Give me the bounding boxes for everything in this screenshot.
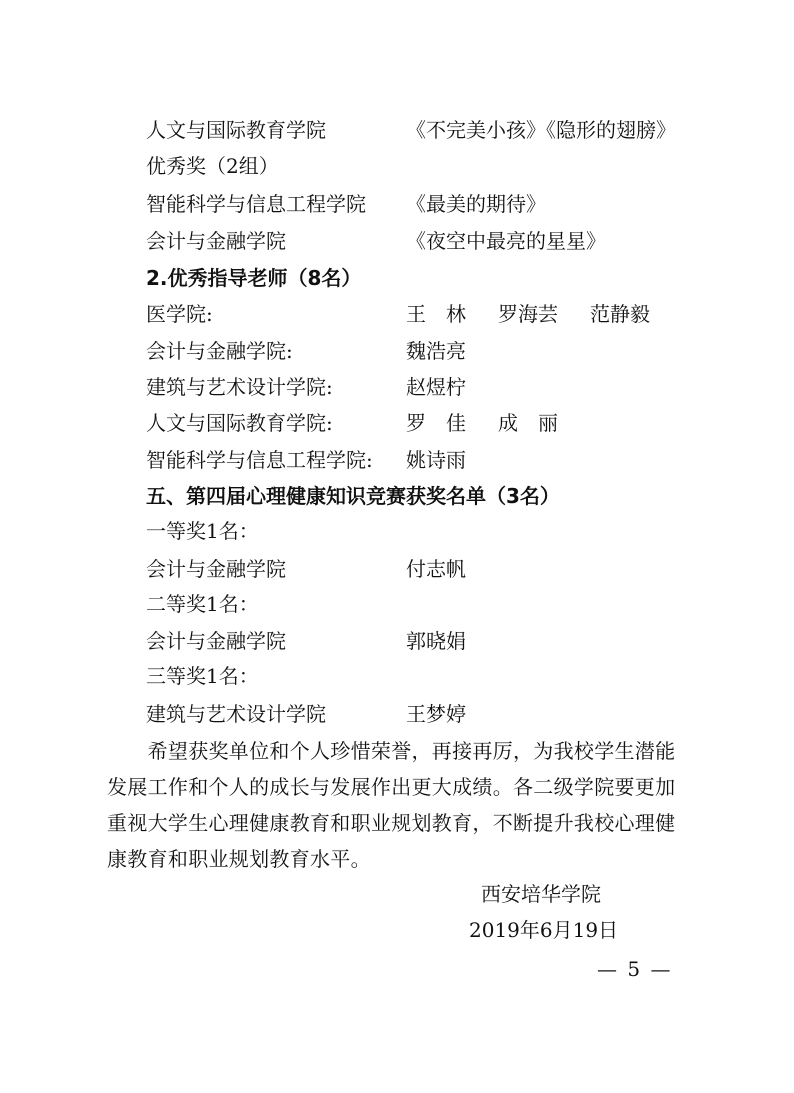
prize-level: 二等奖1名： — [146, 592, 259, 616]
winner-name: 王梦婷 — [406, 702, 466, 726]
teacher-name: 赵煜柠 — [406, 375, 466, 399]
signature-org: 西安培华学院 — [481, 882, 601, 906]
award-works: 《夜空中最亮的星星》 — [406, 229, 606, 253]
teacher-names — [406, 409, 558, 437]
award-college: 智能科学与信息工程学院 — [146, 192, 366, 216]
closing-paragraph-line: 重视大学生心理健康教育和职业规划教育，不断提升我校心理健 — [107, 811, 676, 835]
teacher-name: 姚诗雨 — [406, 448, 466, 472]
signature-date: 2019年6月19日 — [469, 918, 619, 942]
award-college: 人文与国际教育学院 — [146, 118, 326, 142]
teacher-name: 王 林 — [406, 302, 466, 326]
teacher-name: 罗 佳 — [406, 411, 466, 435]
winner-college: 建筑与艺术设计学院 — [146, 702, 326, 726]
section-heading: 五、第四届心理健康知识竞赛获奖名单（3名） — [146, 484, 560, 508]
teacher-college: 智能科学与信息工程学院: — [146, 448, 373, 472]
closing-paragraph-line: 希望获奖单位和个人珍惜荣誉，再接再厉，为我校学生潜能 — [107, 739, 676, 763]
winner-college: 会计与金融学院 — [146, 629, 286, 653]
award-works: 《最美的期待》 — [406, 192, 546, 216]
teacher-name: 范静毅 — [590, 302, 650, 326]
winner-name: 郭晓娟 — [406, 629, 466, 653]
winner-college: 会计与金融学院 — [146, 557, 286, 581]
teacher-name: 成 丽 — [498, 411, 558, 435]
prize-level: 一等奖1名： — [146, 519, 259, 543]
teacher-college: 人文与国际教育学院: — [146, 411, 333, 435]
award-works: 《不完美小孩》《隐形的翅膀》 — [406, 118, 676, 142]
teacher-college: 建筑与艺术设计学院: — [146, 375, 333, 399]
closing-paragraph-line: 康教育和职业规划教育水平。 — [107, 847, 371, 871]
teacher-name: 罗海芸 — [498, 302, 558, 326]
teacher-college: 医学院: — [146, 302, 213, 326]
prize-level: 三等奖1名： — [146, 664, 259, 688]
closing-paragraph-line: 发展工作和个人的成长与发展作出更大成绩。各二级学院要更加 — [107, 775, 676, 799]
teacher-names — [406, 300, 650, 328]
page-number: — 5 — — [597, 957, 673, 981]
teacher-college: 会计与金融学院: — [146, 339, 293, 363]
award-category: 优秀奖（2组） — [146, 154, 279, 178]
award-college: 会计与金融学院 — [146, 229, 286, 253]
winner-name: 付志帆 — [406, 557, 466, 581]
teacher-name: 魏浩亮 — [406, 339, 466, 363]
section-heading: 2.优秀指导老师（8名） — [146, 266, 362, 290]
